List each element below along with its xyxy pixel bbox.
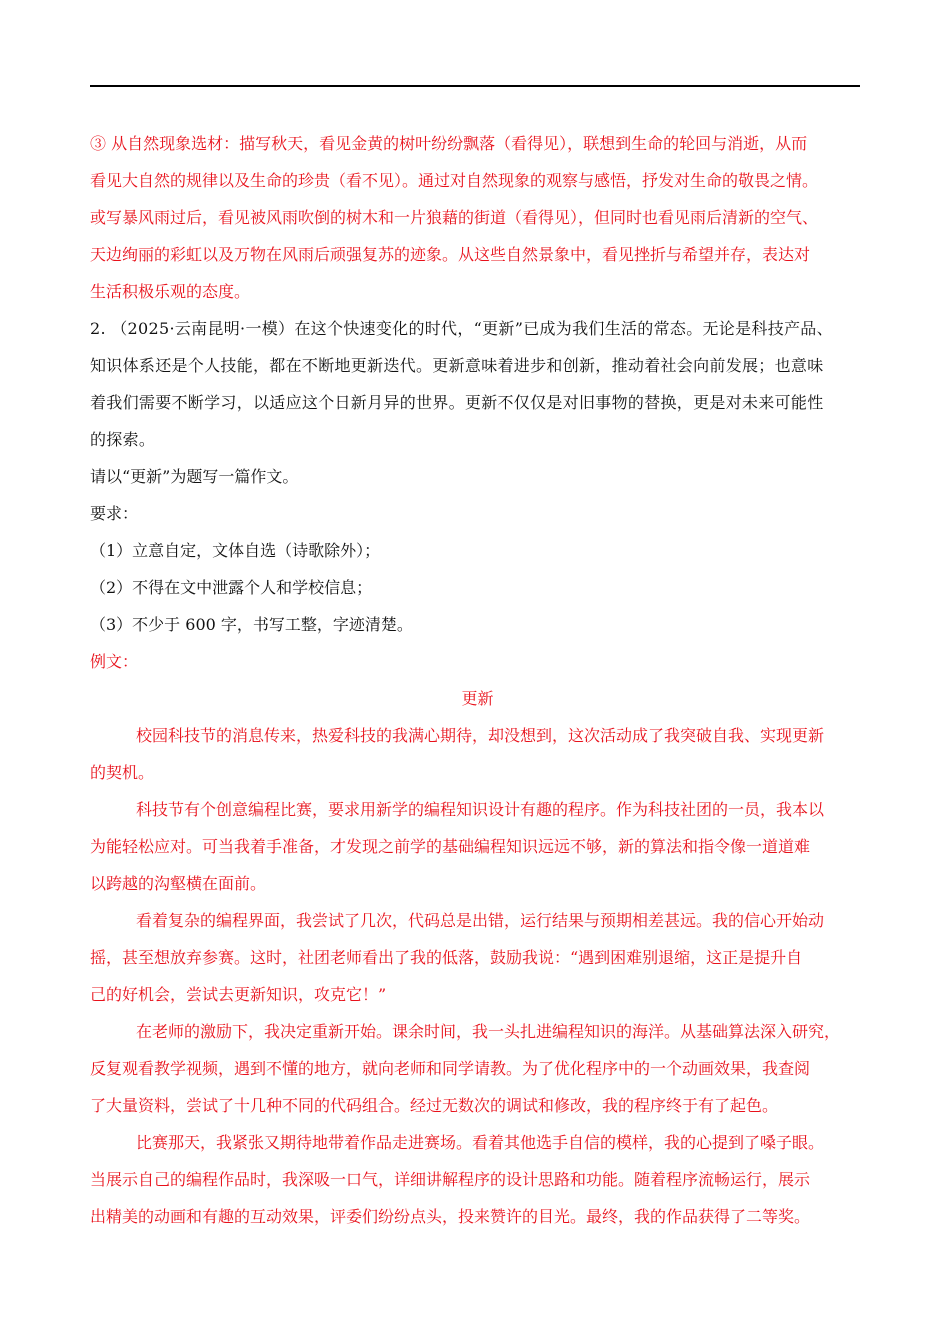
text-line: 看着复杂的编程界面，我尝试了几次，代码总是出错，运行结果与预期相差甚远。我的信心开始动 (136, 911, 825, 930)
text-line: 着我们需要不断学习，以适应这个日新月异的世界。更新不仅仅是对旧事物的替换，更是对未来可能性 (90, 393, 824, 412)
essay-paragraph-4 (90, 1013, 865, 1124)
question-prompt: 请以“更新”为题写一篇作文。 (90, 467, 299, 486)
essay-label: 例文： (90, 652, 139, 671)
text-line: 知识体系还是个人技能，都在不断地更新迭代。更新意味着进步和创新，推动着社会向前发展；也意味 (90, 356, 824, 375)
text-line: 当展示自己的编程作品时，我深吸一口气，详细讲解程序的设计思路和功能。随着程序流畅运行，展示 (90, 1170, 811, 1189)
question-material (90, 310, 865, 458)
document-body (90, 125, 865, 1235)
text-line: 科技节有个创意编程比赛，要求用新学的编程知识设计有趣的程序。作为科技社团的一员，我本以 (136, 800, 825, 819)
text-line: 天边绚丽的彩虹以及万物在风雨后顽强复苏的迹象。从这些自然景象中，看见挫折与希望并存，表达对 (90, 245, 811, 264)
text-line: 的契机。 (90, 763, 155, 782)
text-line: 或写暴风雨过后，看见被风雨吹倒的树木和一片狼藉的街道（看得见），但同时也看见雨后清新的空气、 (90, 208, 819, 227)
text-line: 生活积极乐观的态度。 (90, 282, 251, 301)
essay-paragraph-1 (90, 717, 865, 791)
text-line: 摇，甚至想放弃参赛。这时，社团老师看出了我的低落，鼓励我说：“遇到困难别退缩，这正是提升自 (90, 948, 803, 967)
text-line: 比赛那天，我紧张又期待地带着作品走进赛场。看着其他选手自信的模样，我的心提到了嗓子眼。 (136, 1133, 825, 1152)
requirement-item: （3）不少于 600 字，书写工整，字迹清楚。 (90, 615, 413, 634)
text-line: 反复观看教学视频，遇到不懂的地方，就向老师和同学请教。为了优化程序中的一个动画效果，我查阅 (90, 1059, 811, 1078)
text-line: 以跨越的沟壑横在面前。 (90, 874, 267, 893)
text-line: ③ 从自然现象选材：描写秋天，看见金黄的树叶纷纷飘落（看得见），联想到生命的轮回与消逝，从而 (90, 134, 808, 153)
text-line: 在老师的激励下，我决定重新开始。课余时间，我一头扎进编程知识的海洋。从基础算法深入研究， (136, 1022, 841, 1041)
requirement-item: （2）不得在文中泄露个人和学校信息； (90, 578, 373, 597)
header-rule (90, 85, 860, 87)
requirements-list (90, 532, 865, 643)
text-line: 看见大自然的规律以及生命的珍贵（看不见）。通过对自然现象的观察与感悟，抒发对生命的敬畏之情。 (90, 171, 819, 190)
requirements-label: 要求： (90, 504, 139, 523)
essay-paragraph-3 (90, 902, 865, 1013)
essay-paragraph-5 (90, 1124, 865, 1235)
text-line: 出精美的动画和有趣的互动效果，评委们纷纷点头，投来赞许的目光。最终，我的作品获得了二等奖。 (90, 1207, 811, 1226)
text-line: 了大量资料，尝试了十几种不同的代码组合。经过无数次的调试和修改，我的程序终于有了起色。 (90, 1096, 779, 1115)
text-line: 2. （2025·云南昆明·一模）在这个快速变化的时代，“更新”已成为我们生活的常态。无论是科技产品、 (90, 319, 833, 338)
intro-paragraph (90, 125, 865, 310)
text-line: 为能轻松应对。可当我着手准备，才发现之前学的基础编程知识远远不够，新的算法和指令像一道道难 (90, 837, 811, 856)
text-line: 己的好机会，尝试去更新知识，攻克它！” (90, 985, 387, 1004)
text-line: 的探索。 (90, 430, 156, 449)
essay-title: 更新 (461, 689, 494, 708)
essay-paragraph-2 (90, 791, 865, 902)
text-line: 校园科技节的消息传来，热爱科技的我满心期待，却没想到，这次活动成了我突破自我、实现更新 (136, 726, 825, 745)
requirement-item: （1）立意自定，文体自选（诗歌除外）； (90, 541, 381, 560)
